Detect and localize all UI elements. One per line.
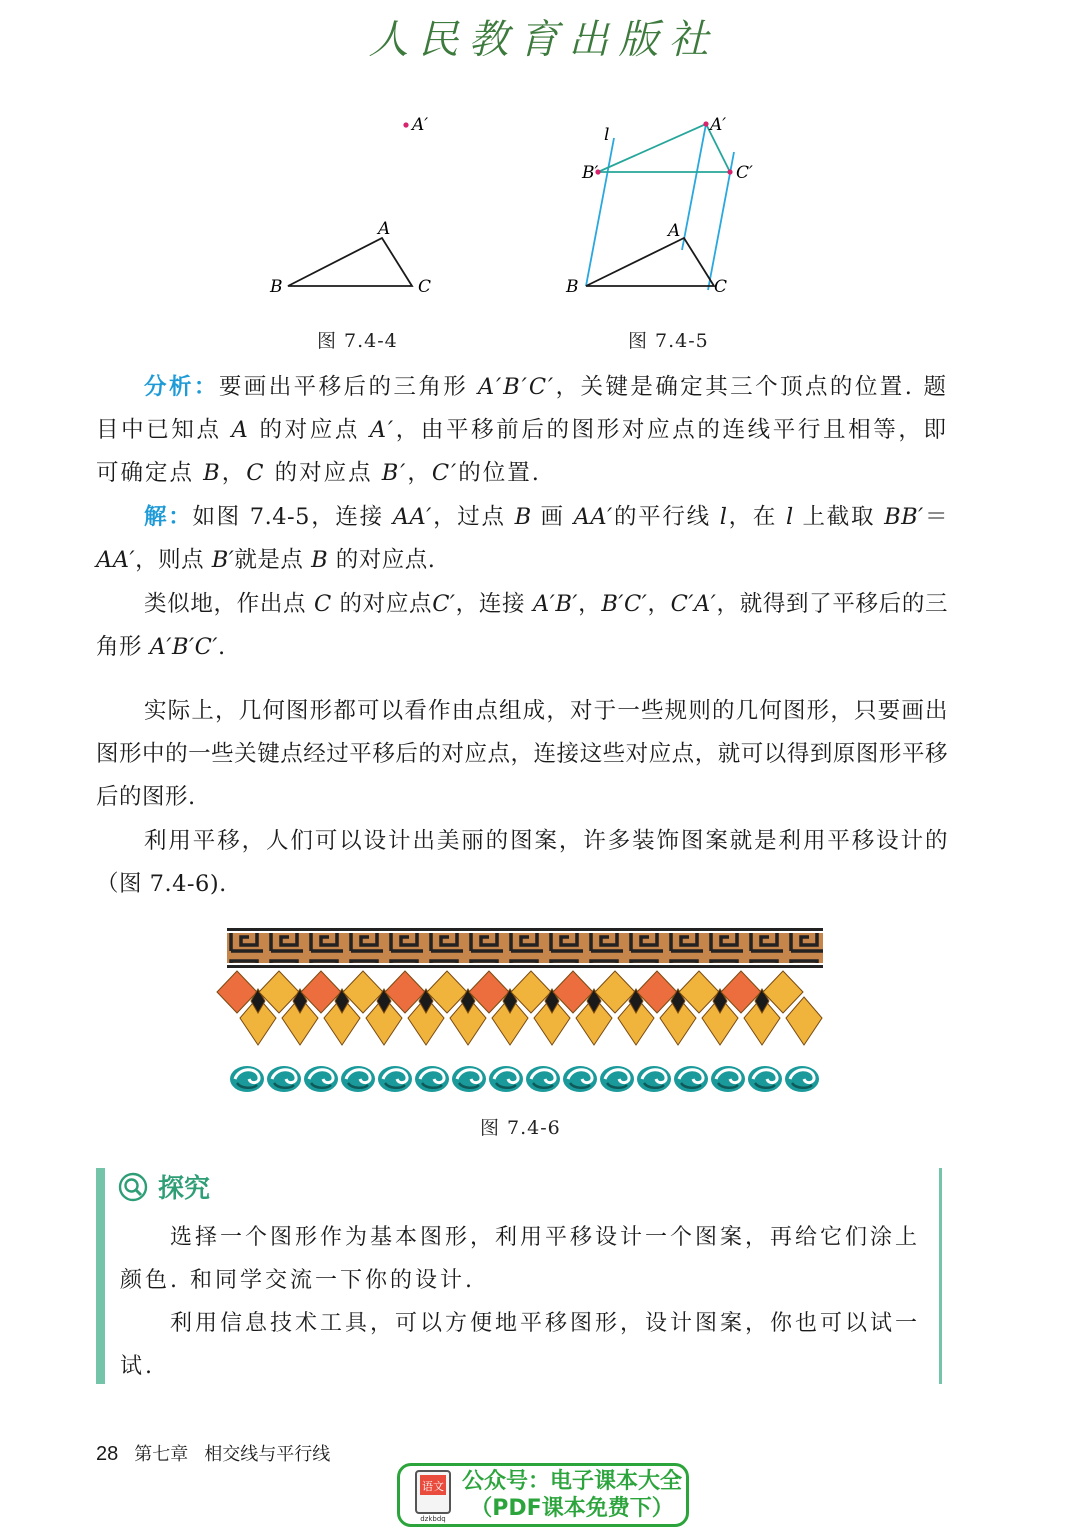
analysis-text: 的位置.	[458, 460, 541, 486]
figure-7-4-5	[560, 100, 780, 300]
math: AA′	[96, 547, 136, 573]
math: l	[719, 504, 728, 530]
analysis-label: 分析：	[144, 374, 219, 400]
similar-paragraph	[96, 583, 948, 669]
similar-text: 类似地，作出点	[144, 591, 314, 617]
math: B	[514, 504, 532, 530]
solution-text: ，则点	[135, 547, 212, 573]
label-a-prime: A′	[710, 115, 727, 135]
solution-text: 画	[531, 504, 574, 530]
watermark-line-1: 公众号：电子课本大全	[461, 1469, 682, 1494]
math: C′A′	[670, 591, 717, 617]
similar-text: ，	[578, 591, 602, 617]
body-paragraph-2: 利用平移，人们可以设计出美丽的图案，许多装饰图案就是利用平移设计的（图 7.4-6).	[96, 828, 948, 897]
solution-text: ，过点	[431, 504, 515, 530]
label-a: A	[378, 219, 391, 239]
book-icon	[408, 1467, 458, 1523]
math: A	[231, 417, 250, 443]
figure-7-4-5-caption: 图 7.4-5	[628, 330, 709, 352]
analysis-text: ，	[221, 460, 247, 486]
watermark-text	[458, 1468, 686, 1522]
chapter-label: 第七章	[134, 1444, 189, 1465]
watermark-line-2: （PDF课本免费下）	[470, 1496, 674, 1521]
analysis-text: 的对应点	[265, 460, 382, 486]
math: B′C′	[601, 591, 648, 617]
point-c-prime	[727, 169, 732, 174]
solution-text: 就是点	[234, 547, 312, 573]
meander-border-top	[227, 928, 823, 931]
analysis-text: ，关键是确定其三个顶点的位置. 题目中已知点	[96, 374, 948, 443]
magnifier-icon	[118, 1172, 148, 1202]
similar-text: ，连接	[455, 591, 533, 617]
figure-7-4-6-caption: 图 7.4-6	[480, 1117, 561, 1139]
analysis-text: ，	[407, 460, 432, 486]
similar-text: 的对应点	[331, 591, 433, 617]
similar-text: .	[217, 634, 226, 660]
similar-text: ，就得到了平移后的三角形	[96, 591, 949, 660]
math: C′	[431, 460, 459, 486]
label-c-prime: C′	[736, 163, 753, 183]
explore-title: 探究	[158, 1174, 211, 1204]
label-a-prime: A′	[412, 115, 429, 135]
figure-7-4-4-caption: 图 7.4-4	[317, 330, 398, 352]
math: B	[311, 547, 329, 573]
label-b: B	[270, 277, 283, 297]
triangle-abc	[586, 238, 714, 286]
math: B′	[381, 460, 408, 486]
explore-paragraph-1: 选择一个图形作为基本图形，利用平移设计一个图案，再给它们涂上颜色. 和同学交流一下你的设计.	[120, 1225, 921, 1293]
label-c: C	[714, 277, 728, 297]
icon-text: 语文	[422, 1480, 444, 1493]
analysis-text: ，由平移前后的图形对应点的连线平行且相等，即可确定点	[96, 417, 948, 486]
line-l	[586, 138, 614, 286]
chapter-title: 相交线与平行线	[204, 1444, 331, 1465]
solution-text: 如图 7.4-5，连接	[192, 504, 393, 530]
icon-subtext: dzkbdq	[420, 1515, 446, 1523]
wave-band	[229, 1051, 819, 1095]
segment-b-prime-a-prime	[598, 124, 706, 172]
math: BB′	[884, 504, 924, 530]
label-l: l	[604, 125, 610, 145]
label-c: C	[418, 277, 432, 297]
similar-text: ，	[647, 591, 671, 617]
solution-paragraph	[96, 496, 948, 582]
label-a: A	[668, 221, 681, 241]
solution-label: 解：	[144, 504, 193, 530]
solution-text: 的对应点.	[328, 547, 436, 573]
explore-paragraph-2: 利用信息技术工具，可以方便地平移图形，设计图案，你也可以试一试.	[120, 1311, 921, 1379]
math: C′	[432, 591, 456, 617]
math: AA′	[392, 504, 432, 530]
math: C	[313, 591, 332, 617]
explore-heading	[118, 1168, 210, 1205]
solution-text: ，在	[727, 504, 786, 530]
math: C	[246, 460, 266, 486]
page-number: 28	[96, 1443, 119, 1465]
solution-text: ＝	[923, 504, 949, 530]
label-b-prime: B′	[582, 163, 599, 183]
point-a-prime	[703, 121, 708, 126]
publisher-logo: 人民教育出版社	[368, 17, 719, 63]
label-b: B	[566, 277, 579, 297]
math: A′B′C′	[477, 374, 556, 400]
line-aa-prime	[682, 124, 706, 250]
page-footer	[96, 1440, 330, 1466]
solution-text: 的平行线	[612, 504, 720, 530]
math: B	[203, 460, 222, 486]
math: AA′	[573, 504, 613, 530]
point-a-prime	[403, 122, 408, 127]
math: B′	[211, 547, 235, 573]
diamond-band	[217, 971, 822, 1045]
analysis-text: 的对应点	[249, 417, 370, 443]
meander-border-bottom	[227, 965, 823, 968]
math: A′	[369, 417, 396, 443]
solution-text: 上截取	[793, 504, 885, 530]
math: A′B′	[533, 591, 579, 617]
meander-band	[227, 933, 823, 963]
triangle-abc	[288, 238, 412, 286]
math: l	[785, 504, 794, 530]
analysis-text: 要画出平移后的三角形	[218, 374, 478, 400]
math: A′B′C′	[149, 634, 218, 660]
figure-7-4-6-patterns	[215, 925, 825, 1097]
figure-7-4-4	[250, 100, 470, 300]
body-paragraph-1: 实际上，几何图形都可以看作由点组成，对于一些规则的几何图形，只要画出图形中的一些关键点经过平移后的对应点，连接这些对应点，就可以得到原图形平移后的图形.	[96, 698, 948, 810]
analysis-paragraph	[96, 366, 948, 495]
watermark-badge	[397, 1463, 689, 1527]
